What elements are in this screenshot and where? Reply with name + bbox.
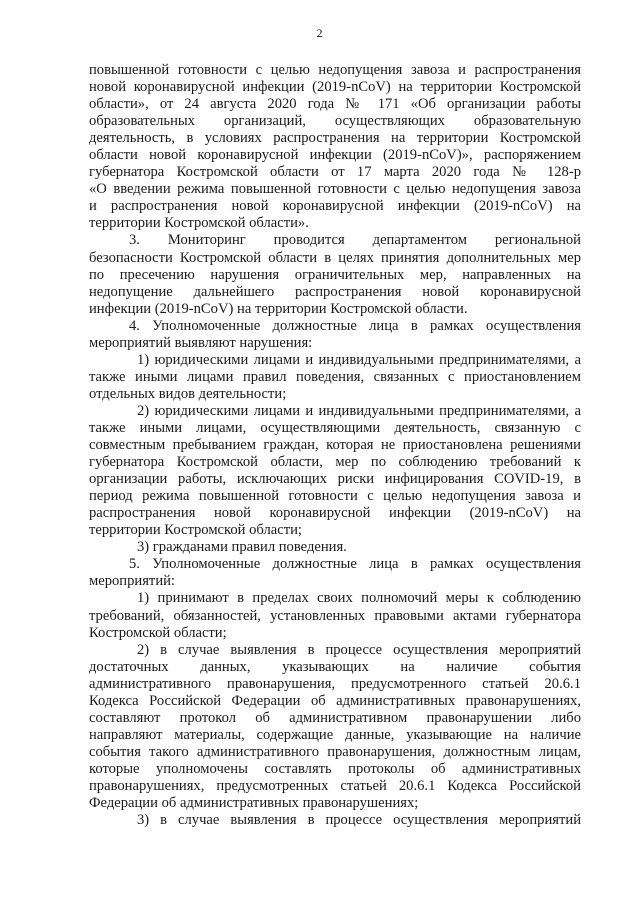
text-line: инфекции (2019-nCoV) на территории Костромской области. (89, 300, 468, 317)
text-line: безопасности Костромской области в целях принятия дополнительных мер (89, 249, 581, 266)
text-line: организации работы, исключающих риски инфицирования COVID-19, в (89, 471, 581, 488)
text-line: по пресечению нарушения ограничительных мер, направленных на (89, 266, 581, 283)
text-line: распространения новой коронавирусной инфекции (2019-nCoV) на (89, 505, 581, 522)
text-line: недопущение дальнейшего распространения новой коронавирусной (89, 283, 581, 300)
text-line: достаточных данных, указывающих на наличие события (89, 658, 581, 675)
text-line: области новой коронавирусной инфекции (2019-nCoV)», распоряжением (89, 147, 581, 164)
text-line: области», от 24 августа 2020 года № 171 «Об организации работы (89, 96, 581, 113)
text-line: 3) в случае выявления в процессе осуществления мероприятий (137, 812, 581, 829)
text-line: Костромской области; (89, 624, 227, 641)
text-line: и распространения новой коронавирусной инфекции (2019-nCoV) на (89, 198, 581, 215)
text-line: административного правонарушения, предусмотренного статьей 20.6.1 (89, 675, 581, 692)
text-line: 2) юридическими лицами и индивидуальными предпринимателями, а (137, 402, 581, 419)
text-line: 5. Уполномоченные должностные лица в рамках осуществления (129, 556, 581, 573)
text-line: 3) гражданами правил поведения. (137, 539, 347, 556)
text-line: мероприятий: (89, 573, 175, 590)
text-line: требований, обязанностей, установленных правовыми актами губернатора (89, 607, 581, 624)
text-line: период режима повышенной готовности с целью недопущения завоза и (89, 488, 581, 505)
text-line: мероприятий выявляют нарушения: (89, 334, 313, 351)
text-line: Федерации об административных правонарушениях; (89, 795, 419, 812)
text-line: губернатора Костромской области, мер по соблюдению требований к (89, 454, 581, 471)
text-line: 3. Мониторинг проводится департаментом региональной (129, 232, 581, 249)
page-number: 2 (316, 26, 323, 40)
text-line: 4. Уполномоченные должностные лица в рамках осуществления (129, 317, 581, 334)
text-line: «О введении режима повышенной готовности с целью недопущения завоза (89, 181, 581, 198)
text-line: деятельность, в условиях распространения на территории Костромской (89, 130, 581, 147)
text-line: направляют материалы, содержащие данные, указывающие на наличие (89, 726, 581, 743)
text-line: образовательных организаций, осуществляющих образовательную (89, 113, 581, 130)
text-line: 1) юридическими лицами и индивидуальными предпринимателями, а (137, 351, 581, 368)
document-body (89, 62, 581, 829)
text-line: отдельных видов деятельности; (89, 385, 287, 402)
text-line: повышенной готовности с целью недопущения завоза и распространения (89, 62, 581, 78)
text-line: территории Костромской области; (89, 522, 302, 539)
text-line: которые уполномочены составлять протоколы об административных (89, 760, 581, 777)
text-line: также иными лицами, осуществляющими деятельность, связанную с (89, 419, 581, 436)
text-line: совместным пребыванием граждан, которая не приостановлена решениями (89, 437, 581, 454)
text-line: также иными лицами правил поведения, связанных с приостановлением (89, 368, 581, 385)
text-line: 1) принимают в пределах своих полномочий меры к соблюдению (137, 590, 581, 607)
text-line: Кодекса Российской Федерации об административных правонарушениях, (89, 692, 581, 709)
text-line: составляют протокол об административном правонарушении либо (89, 709, 581, 726)
text-line: губернатора Костромской области от 17 марта 2020 года № 128-р (89, 164, 581, 181)
text-line: новой коронавирусной инфекции (2019-nCoV) на территории Костромской (89, 79, 581, 96)
text-line: правонарушениях, предусмотренных статьей 20.6.1 Кодекса Российской (89, 777, 581, 794)
text-line: территории Костромской области». (89, 215, 309, 232)
text-line: 2) в случае выявления в процессе осуществления мероприятий (137, 641, 581, 658)
text-line: события такого административного правонарушения, должностным лицам, (89, 743, 581, 760)
